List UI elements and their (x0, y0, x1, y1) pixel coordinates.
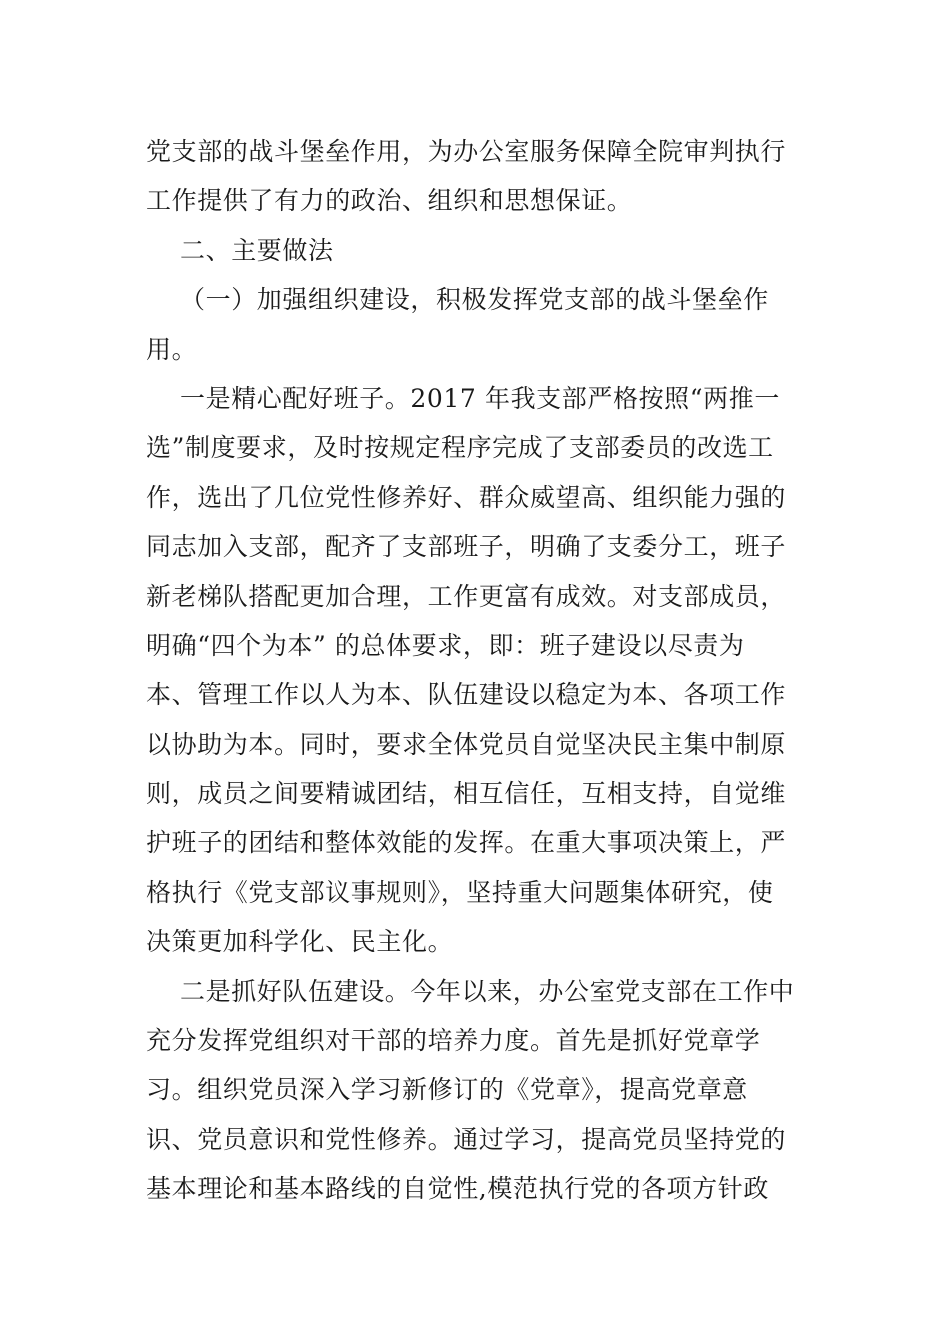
text-line: 格执行《党支部议事规则》，坚持重大问题集体研究，使 (146, 877, 774, 907)
text-line: 决策更加科学化、民主化。 (146, 927, 454, 957)
text-line: 明确“四个为本” 的总体要求，即：班子建设以尽责为 (146, 630, 745, 660)
text-line: 用。 (146, 334, 198, 364)
text-line: 党支部的战斗堡垒作用，为办公室服务保障全院审判执行 (146, 137, 787, 166)
text-line: 则，成员之间要精诚团结，相互信任，互相支持，自觉维 (146, 779, 787, 809)
text-line: 作，选出了几位党性修养好、群众威望高、组织能力强的 (146, 482, 787, 512)
document-body (146, 127, 796, 1214)
text-line: 选”制度要求，及时按规定程序完成了支部委员的改选工 (146, 433, 774, 463)
text-line: 工作提供了有力的政治、组织和思想保证。 (146, 186, 633, 216)
text-line: 本、管理工作以人为本、队伍建设以稳定为本、各项工作 (146, 680, 787, 710)
text-line: 护班子的团结和整体效能的发挥。在重大事项决策上，严 (146, 828, 787, 858)
text-line: 识、党员意识和党性修养。通过学习，提高党员坚持党的 (146, 1124, 787, 1154)
text-line: 新老梯队搭配更加合理，工作更富有成效。对支部成员， (146, 581, 787, 611)
text-line: 一是精心配好班子。2017 年我支部严格按照“两推一 (180, 383, 780, 413)
text-line: 二、主要做法 (180, 235, 334, 265)
text-line: 二是抓好队伍建设。今年以来，办公室党支部在工作中 (180, 976, 795, 1006)
text-line: 同志加入支部，配齐了支部班子，明确了支委分工，班子 (146, 532, 787, 562)
text-line: 以协助为本。同时，要求全体党员自觉坚决民主集中制原 (146, 729, 787, 759)
text-line: 基本理论和基本路线的自觉性,模范执行党的各项方针政 (146, 1174, 769, 1204)
text-line: 充分发挥党组织对干部的培养力度。首先是抓好党章学 (146, 1026, 761, 1056)
text-line: （一）加强组织建设，积极发挥党支部的战斗堡垒作 (180, 285, 769, 315)
text-line: 习。组织党员深入学习新修订的《党章》，提高党章意 (146, 1075, 748, 1105)
